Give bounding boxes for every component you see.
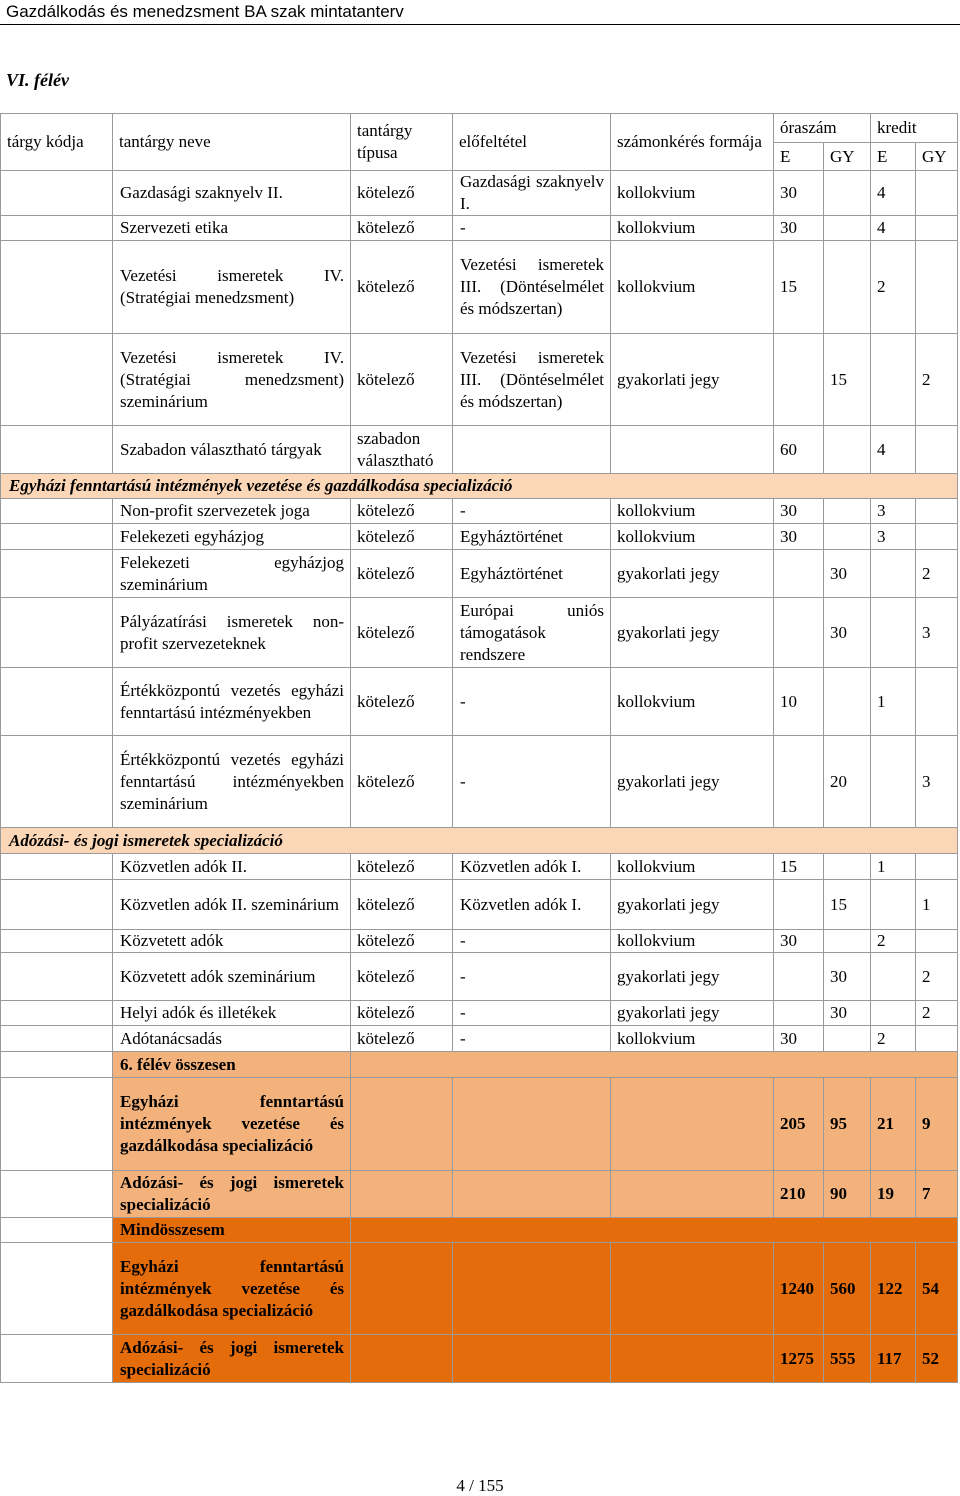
summary-label: Mindösszesem	[112, 1217, 351, 1243]
summary-hours-e: 1240	[773, 1242, 824, 1335]
summary-empty	[610, 1077, 774, 1171]
summary-empty	[350, 1334, 453, 1383]
summary-empty	[350, 1170, 453, 1218]
course-prereq: -	[452, 498, 611, 524]
summary-empty	[350, 1242, 453, 1335]
hours-gy	[823, 215, 871, 241]
credit-e: 3	[870, 498, 916, 524]
course-name: Közvetett adók szeminárium	[112, 952, 351, 1001]
summary-empty	[350, 1217, 958, 1243]
summary-hours-gy: 560	[823, 1242, 871, 1335]
code-cell	[0, 425, 113, 474]
course-assessment: kollokvium	[610, 170, 774, 216]
course-name: Felekezeti egyházjog szeminárium	[112, 549, 351, 598]
credit-e	[870, 333, 916, 426]
credit-e: 4	[870, 215, 916, 241]
course-prereq: Közvetlen adók I.	[452, 879, 611, 930]
hours-e: 30	[773, 498, 824, 524]
hours-gy: 20	[823, 735, 871, 828]
credit-gy: 2	[915, 952, 958, 1001]
hours-e: 15	[773, 853, 824, 880]
course-prereq: Vezetési ismeretek III. (Döntéselmélet és módszertan)	[452, 240, 611, 334]
summary-empty	[452, 1334, 611, 1383]
hours-e	[773, 597, 824, 668]
hours-e: 60	[773, 425, 824, 474]
code-cell	[0, 735, 113, 828]
course-prereq: -	[452, 952, 611, 1001]
hours-gy	[823, 853, 871, 880]
summary-credit-gy: 52	[915, 1334, 958, 1383]
course-type: kötelező	[350, 952, 453, 1001]
credit-e: 2	[870, 929, 916, 953]
code-cell	[0, 597, 113, 668]
hours-gy	[823, 667, 871, 736]
course-name: Értékközpontú vezetés egyházi fenntartású intézményekben	[112, 667, 351, 736]
credit-gy	[915, 498, 958, 524]
hours-e: 30	[773, 215, 824, 241]
summary-hours-e: 1275	[773, 1334, 824, 1383]
hours-gy: 15	[823, 333, 871, 426]
course-assessment: kollokvium	[610, 215, 774, 241]
course-assessment: gyakorlati jegy	[610, 597, 774, 668]
credit-e: 4	[870, 425, 916, 474]
hours-gy	[823, 523, 871, 550]
course-type: kötelező	[350, 215, 453, 241]
summary-empty	[452, 1077, 611, 1171]
summary-empty	[452, 1170, 611, 1218]
code-cell	[0, 929, 113, 953]
course-type: kötelező	[350, 240, 453, 334]
course-name: Pályázatírási ismeretek non-profit szervezeteknek	[112, 597, 351, 668]
credit-gy	[915, 240, 958, 334]
course-name: Értékközpontú vezetés egyházi fenntartású intézményekben szeminárium	[112, 735, 351, 828]
course-prereq: -	[452, 1025, 611, 1052]
course-type: kötelező	[350, 1025, 453, 1052]
credit-gy	[915, 215, 958, 241]
credit-e	[870, 549, 916, 598]
course-name: Gazdasági szaknyelv II.	[112, 170, 351, 216]
header-credit-e: E	[870, 142, 916, 171]
hours-gy	[823, 425, 871, 474]
course-type: szabadon választható	[350, 425, 453, 474]
course-assessment: kollokvium	[610, 498, 774, 524]
header-credit-gy: GY	[915, 142, 958, 171]
summary-credit-e: 117	[870, 1334, 916, 1383]
hours-gy	[823, 1025, 871, 1052]
code-cell	[0, 549, 113, 598]
course-assessment: gyakorlati jegy	[610, 879, 774, 930]
course-name: Adótanácsadás	[112, 1025, 351, 1052]
course-name: Közvetett adók	[112, 929, 351, 953]
course-prereq: -	[452, 215, 611, 241]
course-type: kötelező	[350, 597, 453, 668]
code-cell	[0, 523, 113, 550]
code-cell	[0, 667, 113, 736]
summary-label: Adózási- és jogi ismeretek specializáció	[112, 1170, 351, 1218]
course-prereq	[452, 425, 611, 474]
summary-empty	[610, 1242, 774, 1335]
spec2-title: Adózási- és jogi ismeretek specializáció	[0, 827, 958, 854]
code-cell	[0, 215, 113, 241]
hours-gy	[823, 170, 871, 216]
hours-e: 30	[773, 929, 824, 953]
code-cell	[0, 1077, 113, 1171]
course-assessment: gyakorlati jegy	[610, 333, 774, 426]
course-name: Közvetlen adók II.	[112, 853, 351, 880]
hours-e	[773, 879, 824, 930]
header-hours-gy: GY	[823, 142, 871, 171]
hours-e	[773, 333, 824, 426]
course-type: kötelező	[350, 498, 453, 524]
code-cell	[0, 333, 113, 426]
course-name: Közvetlen adók II. szeminárium	[112, 879, 351, 930]
hours-e: 10	[773, 667, 824, 736]
hours-gy	[823, 498, 871, 524]
hours-e	[773, 549, 824, 598]
semester-title: VI. félév	[6, 70, 69, 90]
summary-empty	[610, 1170, 774, 1218]
credit-e	[870, 879, 916, 930]
course-name: Helyi adók és illetékek	[112, 1000, 351, 1026]
credit-gy	[915, 929, 958, 953]
course-assessment: kollokvium	[610, 1025, 774, 1052]
hours-gy	[823, 929, 871, 953]
header-type: tantárgy típusa	[350, 113, 453, 171]
code-cell	[0, 170, 113, 216]
course-prereq: Egyháztörténet	[452, 523, 611, 550]
course-prereq: -	[452, 1000, 611, 1026]
course-name: Szervezeti etika	[112, 215, 351, 241]
course-type: kötelező	[350, 929, 453, 953]
header-credit: kredit	[870, 113, 958, 143]
summary-hours-gy: 555	[823, 1334, 871, 1383]
summary-credit-e: 122	[870, 1242, 916, 1335]
course-type: kötelező	[350, 523, 453, 550]
credit-gy	[915, 170, 958, 216]
hours-e: 15	[773, 240, 824, 334]
course-name: Szabadon választható tárgyak	[112, 425, 351, 474]
course-type: kötelező	[350, 333, 453, 426]
summary-label: Egyházi fenntartású intézmények vezetése és gazdálkodása specializáció	[112, 1242, 351, 1335]
course-assessment: kollokvium	[610, 240, 774, 334]
course-prereq: Gazdasági szaknyelv I.	[452, 170, 611, 216]
credit-e	[870, 735, 916, 828]
header-hours: óraszám	[773, 113, 871, 143]
course-name: Vezetési ismeretek IV. (Stratégiai menedzsment)	[112, 240, 351, 334]
hours-gy: 30	[823, 1000, 871, 1026]
credit-e: 2	[870, 240, 916, 334]
hours-e: 30	[773, 1025, 824, 1052]
hours-e: 30	[773, 170, 824, 216]
credit-gy	[915, 1025, 958, 1052]
summary-empty	[350, 1077, 453, 1171]
code-cell	[0, 1051, 113, 1078]
hours-e	[773, 1000, 824, 1026]
credit-e	[870, 1000, 916, 1026]
header-prereq: előfeltétel	[452, 113, 611, 171]
summary-credit-e: 21	[870, 1077, 916, 1171]
code-cell	[0, 879, 113, 930]
credit-gy: 3	[915, 597, 958, 668]
course-prereq: Európai uniós támogatások rendszere	[452, 597, 611, 668]
hours-gy: 30	[823, 952, 871, 1001]
header-code: tárgy kódja	[0, 113, 113, 171]
credit-e	[870, 597, 916, 668]
course-name: Felekezeti egyházjog	[112, 523, 351, 550]
credit-gy: 2	[915, 549, 958, 598]
code-cell	[0, 1334, 113, 1383]
course-type: kötelező	[350, 1000, 453, 1026]
credit-gy	[915, 853, 958, 880]
code-cell	[0, 952, 113, 1001]
course-assessment: gyakorlati jegy	[610, 735, 774, 828]
header-name: tantárgy neve	[112, 113, 351, 171]
course-prereq: -	[452, 929, 611, 953]
course-name: Non-profit szervezetek joga	[112, 498, 351, 524]
code-cell	[0, 1025, 113, 1052]
summary-empty	[350, 1051, 958, 1078]
summary-hours-gy: 95	[823, 1077, 871, 1171]
summary-credit-gy: 7	[915, 1170, 958, 1218]
course-assessment: kollokvium	[610, 929, 774, 953]
hours-gy	[823, 240, 871, 334]
course-assessment: kollokvium	[610, 523, 774, 550]
course-type: kötelező	[350, 667, 453, 736]
summary-hours-e: 205	[773, 1077, 824, 1171]
header-hours-e: E	[773, 142, 824, 171]
hours-e	[773, 735, 824, 828]
credit-gy: 2	[915, 1000, 958, 1026]
course-prereq: Egyháztörténet	[452, 549, 611, 598]
credit-e	[870, 952, 916, 1001]
summary-credit-gy: 54	[915, 1242, 958, 1335]
course-type: kötelező	[350, 879, 453, 930]
course-assessment: gyakorlati jegy	[610, 549, 774, 598]
hours-gy: 30	[823, 597, 871, 668]
course-prereq: Közvetlen adók I.	[452, 853, 611, 880]
course-type: kötelező	[350, 853, 453, 880]
code-cell	[0, 1000, 113, 1026]
hours-gy: 15	[823, 879, 871, 930]
summary-hours-e: 210	[773, 1170, 824, 1218]
credit-e: 3	[870, 523, 916, 550]
course-assessment: gyakorlati jegy	[610, 952, 774, 1001]
course-type: kötelező	[350, 170, 453, 216]
summary-label: 6. félév összesen	[112, 1051, 351, 1078]
course-prereq: -	[452, 735, 611, 828]
summary-hours-gy: 90	[823, 1170, 871, 1218]
code-cell	[0, 1170, 113, 1218]
summary-empty	[452, 1242, 611, 1335]
course-name: Vezetési ismeretek IV. (Stratégiai menedzsment) szeminárium	[112, 333, 351, 426]
course-type: kötelező	[350, 735, 453, 828]
code-cell	[0, 853, 113, 880]
summary-credit-gy: 9	[915, 1077, 958, 1171]
spec1-title: Egyházi fenntartású intézmények vezetése és gazdálkodása specializáció	[0, 473, 958, 499]
course-type: kötelező	[350, 549, 453, 598]
credit-e: 1	[870, 667, 916, 736]
course-assessment	[610, 425, 774, 474]
credit-e: 1	[870, 853, 916, 880]
header-assessment: számonkérés formája	[610, 113, 774, 171]
credit-gy	[915, 425, 958, 474]
summary-credit-e: 19	[870, 1170, 916, 1218]
course-assessment: gyakorlati jegy	[610, 1000, 774, 1026]
course-prereq: Vezetési ismeretek III. (Döntéselmélet és módszertan)	[452, 333, 611, 426]
credit-e: 2	[870, 1025, 916, 1052]
summary-label: Adózási- és jogi ismeretek specializáció	[112, 1334, 351, 1383]
course-assessment: kollokvium	[610, 667, 774, 736]
credit-gy	[915, 667, 958, 736]
code-cell	[0, 1242, 113, 1335]
hours-gy: 30	[823, 549, 871, 598]
credit-e: 4	[870, 170, 916, 216]
summary-empty	[610, 1334, 774, 1383]
course-prereq: -	[452, 667, 611, 736]
credit-gy	[915, 523, 958, 550]
course-assessment: kollokvium	[610, 853, 774, 880]
code-cell	[0, 498, 113, 524]
summary-label: Egyházi fenntartású intézmények vezetése és gazdálkodása specializáció	[112, 1077, 351, 1171]
hours-e	[773, 952, 824, 1001]
credit-gy: 3	[915, 735, 958, 828]
code-cell	[0, 1217, 113, 1243]
credit-gy: 1	[915, 879, 958, 930]
code-cell	[0, 240, 113, 334]
hours-e: 30	[773, 523, 824, 550]
credit-gy: 2	[915, 333, 958, 426]
page-number: 4 / 155	[456, 1476, 504, 1495]
page-header-title: Gazdálkodás és menedzsment BA szak mintatanterv	[6, 2, 404, 21]
